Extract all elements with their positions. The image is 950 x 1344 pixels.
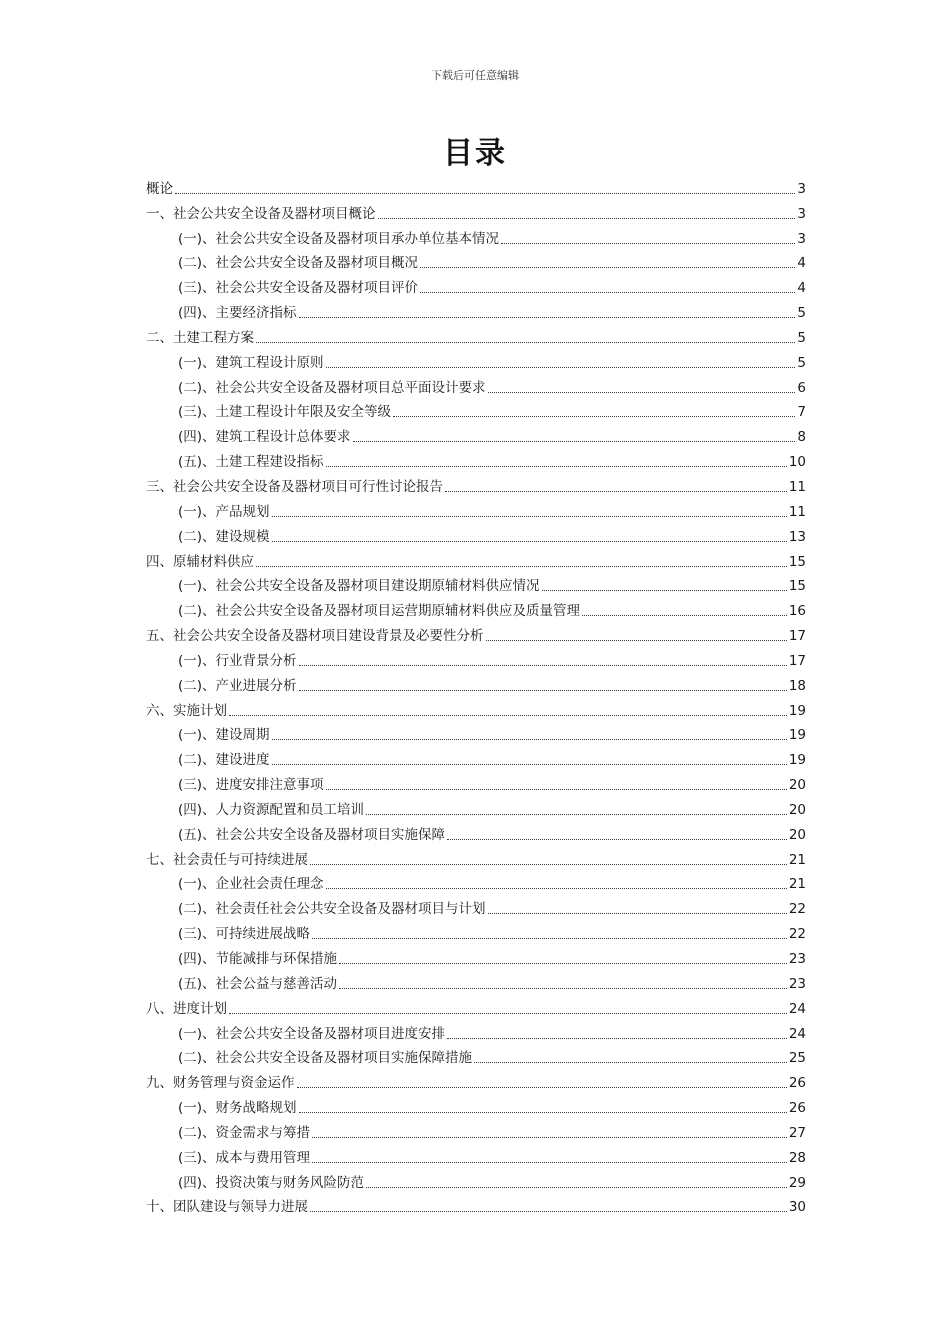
toc-entry-label: (二)、建设规模 [178,528,270,545]
toc-entry[interactable] [146,348,806,373]
toc-entry-label: (二)、社会公共安全设备及器材项目实施保障措施 [178,1050,473,1067]
toc-leader-dots [312,938,787,939]
toc-entry-page-number: 3 [797,230,806,247]
toc-entry-page-number: 5 [797,354,806,371]
toc-leader-dots [326,888,787,889]
toc-leader-dots [447,839,787,840]
toc-entry[interactable] [146,870,806,895]
toc-entry-page-number: 20 [788,826,806,843]
table-of-contents [146,174,806,1217]
toc-entry-label: 一、社会公共安全设备及器材项目概论 [146,205,376,222]
toc-entry-label: (二)、社会公共安全设备及器材项目运营期原辅材料供应及质量管理 [178,603,581,620]
toc-entry-page-number: 27 [788,1124,806,1141]
toc-leader-dots [297,1087,787,1088]
toc-entry-label: (四)、人力资源配置和员工培训 [178,801,365,818]
toc-entry-label: (一)、建设周期 [178,727,270,744]
toc-entry-label: 十、团队建设与领导力进展 [146,1199,308,1216]
toc-leader-dots [420,292,795,293]
toc-entry-label: (五)、社会公共安全设备及器材项目实施保障 [178,826,446,843]
toc-entry-label: (一)、建筑工程设计原则 [178,354,324,371]
toc-entry-page-number: 20 [788,801,806,818]
toc-entry[interactable] [146,224,806,249]
toc-leader-dots [310,1211,787,1212]
toc-leader-dots [299,665,787,666]
toc-leader-dots [420,267,795,268]
toc-leader-dots [310,864,787,865]
toc-entry-label: (二)、产业进展分析 [178,677,297,694]
toc-entry[interactable] [146,596,806,621]
toc-leader-dots [488,392,796,393]
toc-entry-page-number: 13 [788,528,806,545]
toc-entry[interactable] [146,944,806,969]
toc-entry-page-number: 28 [788,1149,806,1166]
toc-entry[interactable] [146,422,806,447]
toc-leader-dots [229,715,787,716]
toc-entry-page-number: 23 [788,951,806,967]
toc-entry-page-number: 11 [788,478,806,495]
toc-entry[interactable] [146,1143,806,1168]
toc-entry[interactable] [146,770,806,795]
toc-leader-dots [542,590,787,591]
toc-leader-dots [486,640,787,641]
toc-entry-page-number: 8 [797,429,806,446]
toc-entry-label: (二)、建设进度 [178,752,270,769]
toc-title: 目录 [443,136,507,171]
toc-entry-label: (三)、成本与费用管理 [178,1149,311,1166]
toc-entry-page-number: 19 [788,702,806,719]
toc-entry[interactable] [146,1068,806,1093]
toc-entry[interactable] [146,1044,806,1069]
toc-entry-label: (一)、社会公共安全设备及器材项目承办单位基本情况 [178,230,500,247]
toc-leader-dots [445,491,787,492]
toc-leader-dots [366,814,787,815]
toc-leader-dots [326,367,796,368]
toc-entry-label: (四)、节能减排与环保措施 [178,951,338,967]
toc-entry-label: (三)、可持续进展战略 [178,926,311,943]
toc-entry[interactable] [146,621,806,646]
toc-entry[interactable] [146,273,806,298]
toc-entry-label: 六、实施计划 [146,702,227,719]
page-header: 下载后可任意编辑 [431,69,519,82]
toc-entry[interactable] [146,472,806,497]
toc-entry-label: (四)、建筑工程设计总体要求 [178,429,351,446]
toc-entry-label: (四)、投资决策与财务风险防范 [178,1174,365,1191]
toc-entry[interactable] [146,721,806,746]
toc-entry[interactable] [146,174,806,199]
toc-entry-label: 八、进度计划 [146,1000,227,1017]
toc-entry[interactable] [146,671,806,696]
toc-leader-dots [474,1062,787,1063]
toc-entry-label: (一)、社会公共安全设备及器材项目建设期原辅材料供应情况 [178,578,540,595]
toc-entry-page-number: 25 [788,1050,806,1067]
toc-entry-page-number: 23 [788,975,806,992]
toc-entry-label: (四)、主要经济指标 [178,305,297,322]
toc-entry-page-number: 19 [788,727,806,744]
toc-entry[interactable] [146,497,806,522]
toc-entry-page-number: 24 [788,1025,806,1042]
toc-leader-dots [299,1112,787,1113]
toc-leader-dots [501,243,795,244]
toc-leader-dots [272,764,787,765]
toc-entry-label: (一)、企业社会责任理念 [178,876,324,893]
toc-leader-dots [339,988,787,989]
toc-entry-page-number: 30 [788,1199,806,1216]
toc-entry[interactable] [146,373,806,398]
toc-leader-dots [393,416,795,417]
toc-entry-page-number: 24 [788,1000,806,1017]
toc-entry-label: 三、社会公共安全设备及器材项目可行性讨论报告 [146,478,443,495]
toc-leader-dots [256,566,787,567]
toc-entry[interactable] [146,845,806,870]
toc-entry[interactable] [146,1118,806,1143]
toc-entry[interactable] [146,1093,806,1118]
toc-entry-page-number: 19 [788,752,806,769]
toc-leader-dots [353,441,796,442]
toc-entry[interactable] [146,646,806,671]
toc-entry[interactable] [146,1168,806,1193]
toc-leader-dots [582,615,787,616]
toc-entry-page-number: 21 [788,851,806,868]
toc-leader-dots [299,690,787,691]
toc-entry-label: (二)、社会公共安全设备及器材项目概况 [178,255,419,272]
toc-leader-dots [299,317,796,318]
toc-entry-label: (三)、进度安排注意事项 [178,777,324,794]
toc-entry-label: (一)、财务战略规划 [178,1100,297,1117]
toc-entry-label: (五)、土建工程建设指标 [178,454,324,471]
toc-entry-label: 五、社会公共安全设备及器材项目建设背景及必要性分析 [146,628,484,645]
toc-entry-page-number: 17 [788,652,806,669]
toc-entry[interactable] [146,398,806,423]
toc-leader-dots [366,1187,787,1188]
toc-entry-label: (一)、产品规划 [178,503,270,520]
toc-leader-dots [339,963,787,964]
toc-entry[interactable] [146,820,806,845]
toc-entry-label: (三)、社会公共安全设备及器材项目评价 [178,280,419,297]
toc-entry[interactable] [146,249,806,274]
toc-leader-dots [175,193,795,194]
toc-entry[interactable] [146,1193,806,1218]
toc-entry[interactable] [146,894,806,919]
toc-entry[interactable] [146,199,806,224]
toc-entry-label: 九、财务管理与资金运作 [146,1075,295,1092]
toc-entry-page-number: 26 [788,1100,806,1117]
toc-entry[interactable] [146,1019,806,1044]
toc-entry[interactable] [146,969,806,994]
toc-entry[interactable] [146,994,806,1019]
toc-entry-page-number: 3 [797,180,806,197]
toc-entry-label: (二)、社会责任社会公共安全设备及器材项目与计划 [178,901,486,918]
toc-entry-page-number: 4 [797,280,806,297]
toc-entry[interactable] [146,919,806,944]
toc-leader-dots [272,516,787,517]
toc-entry-page-number: 20 [788,777,806,794]
toc-entry-label: 七、社会责任与可持续进展 [146,851,308,868]
toc-entry-page-number: 15 [788,578,806,595]
toc-leader-dots [312,1162,787,1163]
toc-leader-dots [447,1038,787,1039]
toc-entry-page-number: 11 [788,503,806,520]
toc-entry-page-number: 29 [788,1174,806,1191]
toc-entry-page-number: 16 [788,603,806,620]
toc-entry-page-number: 10 [788,454,806,471]
toc-entry[interactable] [146,447,806,472]
toc-entry[interactable] [146,298,806,323]
toc-entry-label: (一)、行业背景分析 [178,652,297,669]
toc-entry-label: 二、土建工程方案 [146,329,254,346]
toc-entry-page-number: 21 [788,876,806,893]
toc-entry-page-number: 17 [788,628,806,645]
toc-entry[interactable] [146,795,806,820]
toc-entry[interactable] [146,696,806,721]
toc-entry-page-number: 5 [797,329,806,346]
toc-entry-page-number: 18 [788,677,806,694]
toc-leader-dots [378,218,796,219]
toc-leader-dots [312,1137,787,1138]
toc-entry-page-number: 4 [797,255,806,272]
toc-entry-page-number: 6 [797,379,806,396]
toc-entry-label: 概论 [146,180,173,197]
toc-leader-dots [229,1013,787,1014]
toc-entry-page-number: 22 [788,901,806,918]
toc-entry-label: (一)、社会公共安全设备及器材项目进度安排 [178,1025,446,1042]
toc-entry-page-number: 15 [788,553,806,570]
toc-entry-page-number: 22 [788,926,806,943]
toc-leader-dots [326,466,787,467]
toc-leader-dots [272,739,787,740]
toc-leader-dots [272,541,787,542]
toc-entry-label: (五)、社会公益与慈善活动 [178,975,338,992]
toc-entry[interactable] [146,745,806,770]
toc-entry-label: (二)、社会公共安全设备及器材项目总平面设计要求 [178,379,486,396]
toc-entry-page-number: 5 [797,305,806,322]
toc-entry-page-number: 7 [797,404,806,421]
toc-entry[interactable] [146,572,806,597]
toc-entry-label: (三)、土建工程设计年限及安全等级 [178,404,392,421]
toc-entry-label: 四、原辅材料供应 [146,553,254,570]
toc-entry-page-number: 3 [797,205,806,222]
toc-entry-label: (二)、资金需求与筹措 [178,1124,311,1141]
toc-entry[interactable] [146,323,806,348]
toc-entry[interactable] [146,522,806,547]
toc-entry-page-number: 26 [788,1075,806,1092]
toc-leader-dots [256,342,795,343]
toc-entry[interactable] [146,547,806,572]
toc-leader-dots [326,789,787,790]
toc-leader-dots [488,913,787,914]
